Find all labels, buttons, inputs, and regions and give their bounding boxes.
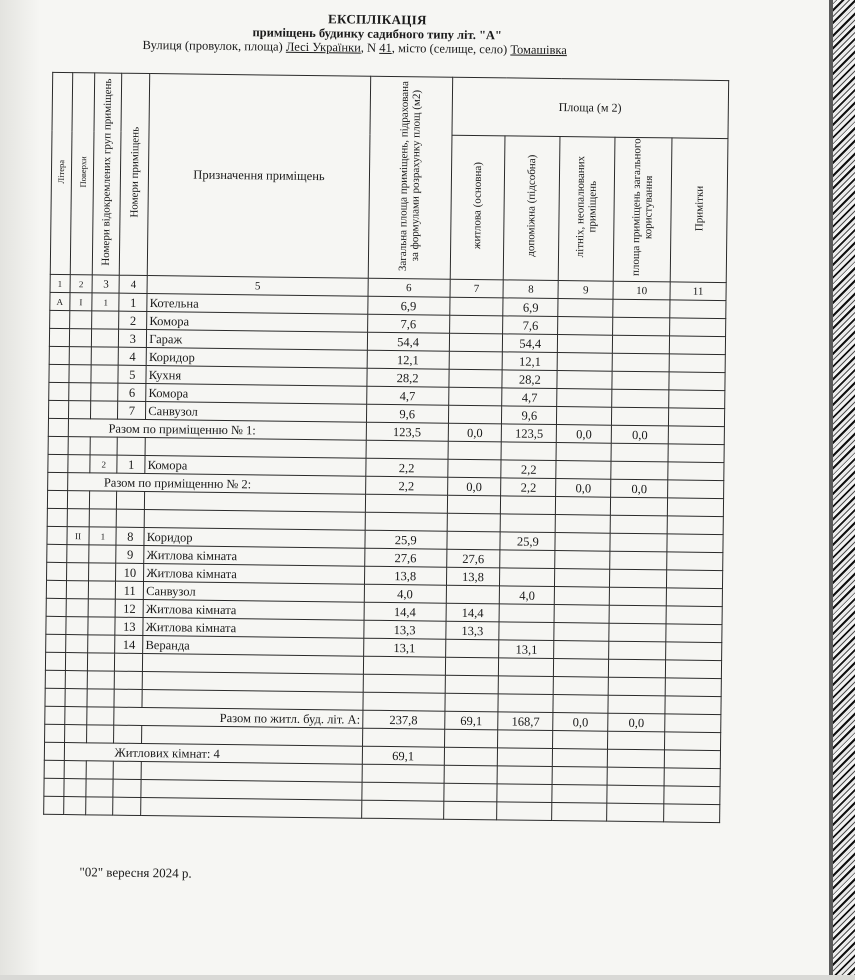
city-label: місто (селище, село) [397, 41, 508, 57]
col-group-header: Номери відокремлених груп приміщень [93, 73, 122, 275]
living-rooms-row: Житлових кімнат: 4 69,1 [44, 742, 720, 768]
street-label: Вулиця (провулок, площа) [142, 37, 283, 54]
table-row: 6 Комора 4,7 4,7 [49, 382, 725, 408]
city-value: Томашівка [510, 42, 567, 58]
explication-table [43, 72, 729, 823]
col-purpose-header: Призначення приміщень [148, 74, 371, 279]
document-date: "02" вересня 2024 р. [79, 864, 192, 881]
table-row: 10 Житлова кімната 13,8 13,8 [47, 562, 723, 588]
col-notes-header-cell: Примітки [670, 138, 728, 283]
col-living-header: житлова (основна) [450, 135, 506, 280]
subtotal-row-2: Разом по приміщенню № 2: 2,2 0,0 2,2 0,0 0,0 [48, 472, 724, 498]
table-row: 5 Кухня 28,2 28,2 [49, 364, 725, 390]
col-floor-header: Поверхи [70, 73, 95, 275]
table-row: 2 1 Комора 2,2 2,2 [48, 454, 724, 480]
col-aux-header: допоміжна (підсобна) [504, 136, 561, 281]
table-row: 14 Веранда 13,1 13,1 [46, 634, 722, 660]
table-row: 4 Коридор 12,1 12,1 [49, 346, 725, 372]
table-row: II 1 8 Коридор 25,9 25,9 [47, 526, 723, 552]
col-total-header: Загальна площа приміщень, підрахована за формулами розрахунку площ (м2) [368, 76, 452, 279]
document-subtitle: приміщень будинку садибного типу літ. "А" [252, 25, 503, 43]
area-group-header: Площа (м 2) [452, 77, 729, 138]
col-letter-header: Літера [50, 72, 72, 274]
street-value: Лесі Українки [285, 39, 361, 55]
table-row: 11 Санвузол 4,0 4,0 [46, 580, 722, 606]
table-row: 13 Житлова кімната 13,3 13,3 [46, 616, 722, 642]
table-row: 7 Санвузол 9,6 9,6 [48, 400, 724, 426]
building-total-row: Разом по житл. буд. літ. А: 237,8 69,1 168,7 0,0 0,0 [45, 706, 721, 732]
column-numbers-row: 1 2 3 4 5 6 7 8 9 10 11 [50, 274, 726, 300]
table-row: 9 Житлова кімната 27,6 27,6 [47, 544, 723, 570]
number-value: 41 [379, 40, 392, 55]
table-row: 12 Житлова кімната 14,4 14,4 [46, 598, 722, 624]
binding-edge [829, 0, 855, 975]
table-row: 3 Гараж 54,4 54,4 [49, 328, 725, 354]
subtotal-row-1: Разом по приміщенню № 1: 123,5 0,0 123,5 0,0 0,0 [48, 418, 724, 444]
number-label: N [367, 40, 377, 55]
document-title: ЕКСПЛІКАЦІЯ [327, 11, 427, 28]
table-row: А I 1 1 Котельна 6,9 6,9 [50, 292, 726, 318]
col-room-no-header: Номери приміщень [120, 73, 150, 275]
col-common-header: площа приміщень загального користування [613, 137, 672, 282]
table-row: 2 Комора 7,6 7,6 [50, 310, 726, 336]
address-line: Вулиця (провулок, площа) Лесі Українки, N 41, місто (селище, село) Томашівка [142, 37, 567, 58]
col-summer-header: літніх, неопалюваних приміщень [558, 137, 615, 282]
